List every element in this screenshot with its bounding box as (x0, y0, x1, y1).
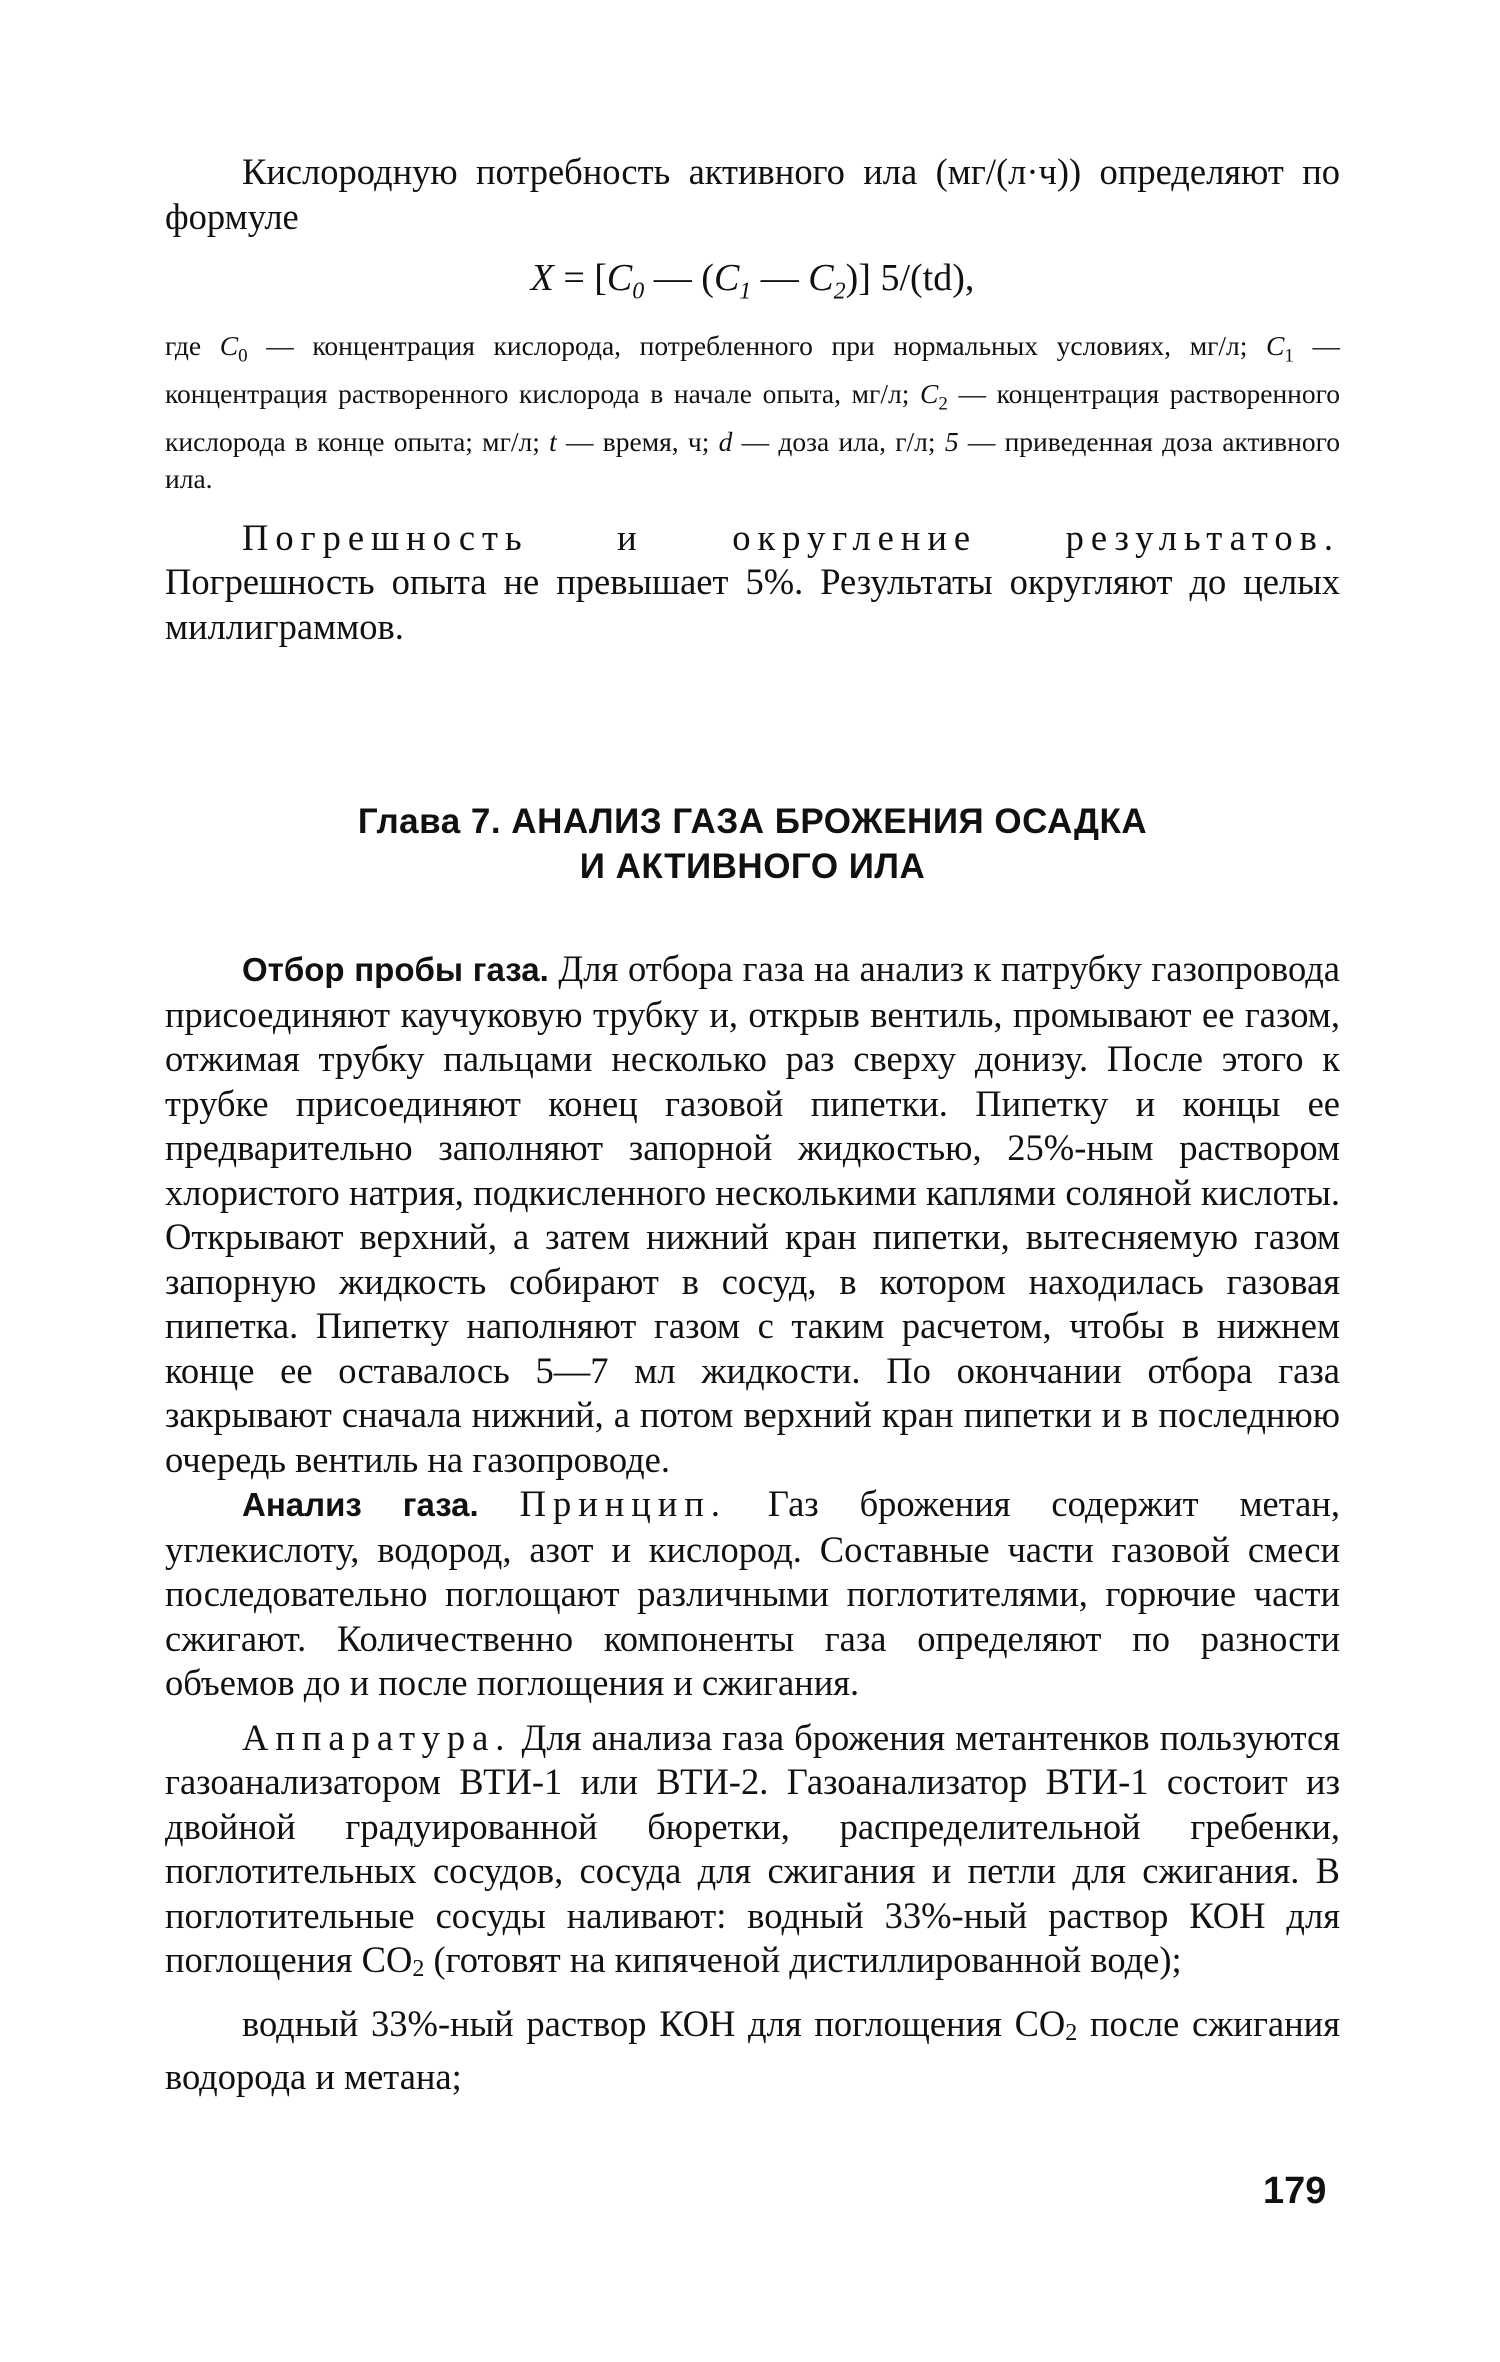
accuracy-paragraph: Погрешность и округление результатов. Погрешность опыта не превышает 5%. Результаты округляют до целых миллиграммов. (165, 516, 1340, 647)
principle-heading: Принцип. (519, 1483, 727, 1525)
koh-second-paragraph: водный 33%-ный раствор КОН для поглощения $СО_2$ после сжигания водорода и метана; (165, 2002, 1340, 2098)
sampling-paragraph: Отбор пробы газа. Для отбора газа на анализ к патрубку газопровода присоединяют каучуковую трубку и, открыв вентиль, промывают ее газом, отжимая трубку пальцами несколько раз сверху донизу. После этого к трубке присоединяют конец газовой пипетки. Пипетку и концы ее предварительно заполняют запорной жидкостью, 25%-ным раствором хлористого натрия, подкисленного несколькими каплями соляной кислоты. Открывают верхний, а затем нижний кран пипетки, вытесняемую газом запорную жидкость собирают в сосуд, в котором находилась газовая пипетка. Пипетку наполняют газом с таким расчетом, чтобы в нижнем конце ее оставалось 5—7 мл жидкости. По окончании отбора газа закрывают сначала нижний, а потом верхний кран пипетки и в последнюю очередь вентиль на газопроводе. (165, 948, 1340, 1480)
accuracy-heading: Погрешность и округление результатов. (242, 516, 1340, 558)
oxygen-demand-formula: $X = [C_0$ — ($C_1$ — $C_2$)] 5/(td), (530, 257, 975, 305)
formula-legend: где $C_0$ — концентрация кислорода, потребленного при нормальных условиях, мг/л; $C_1$ — концентрация растворенного кислорода в начале опыта, мг/л; $C_2$ — концентрация растворенного кислорода в конце опыта; мг/л; t — время, ч; d — доза ила, г/л; 5 — приведенная доза активного ила. (165, 329, 1341, 495)
analysis-heading: Анализ газа. (242, 1486, 479, 1524)
sampling-heading: Отбор пробы газа. (242, 951, 549, 989)
page-content (165, 150, 1340, 2100)
page-number: 179 (1263, 2170, 1327, 2212)
apparatus-heading: Аппаратура. (242, 1716, 512, 1758)
intro-paragraph: Кислородную потребность активного ила (мг/(л·ч)) определяют по формуле (165, 151, 1340, 237)
chapter-title: Глава 7. АНАЛИЗ ГАЗА БРОЖЕНИЯ ОСАДКА И АКТИВНОГО ИЛА (357, 802, 1148, 887)
apparatus-paragraph: Аппаратура. Для анализа газа брожения метантенков пользуются газоанализатором ВТИ-1 или ВТИ-2. Газоанализатор ВТИ-1 состоит из двойной градуированной бюретки, распределительной гребенки, поглотительных сосудов, сосуда для сжигания и петли для сжигания. В поглотительные сосуды наливают: водный 33%-ный раствор КОН для поглощения $СО_2$ (готовят на кипяченой дистиллированной воде); (165, 1716, 1340, 1983)
analysis-paragraph: Анализ газа. Принцип. Газ брожения содержит метан, углекислоту, водород, азот и кислород. Составные части газовой смеси последовательно поглощают различными поглотителями, горючие части сжигают. Количественно компоненты газа определяют по разности объемов до и после поглощения и сжигания. (165, 1483, 1340, 1704)
